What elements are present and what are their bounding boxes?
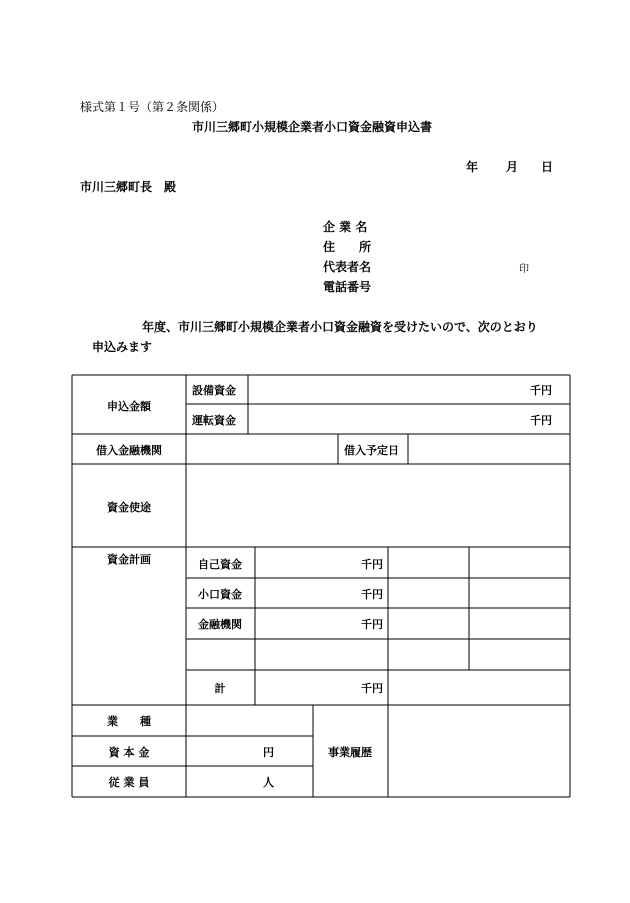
date-day-label: 日 bbox=[541, 160, 554, 174]
equipment-funds-unit: 千円 bbox=[530, 384, 552, 397]
own-funds-label: 自己資金 bbox=[198, 558, 242, 571]
capital-label: 資 本 金 bbox=[108, 746, 150, 759]
application-statement-line2: 申込みます bbox=[92, 340, 153, 354]
application-amount-label: 申込金額 bbox=[107, 400, 151, 413]
form-title: 市川三郷町小規模企業者小口資金融資申込書 bbox=[192, 120, 433, 134]
business-type-label: 業 種 bbox=[107, 715, 151, 728]
small-loan-unit: 千円 bbox=[361, 588, 383, 601]
lending-institution-label: 借入金融機関 bbox=[96, 444, 162, 457]
small-loan-label: 小口資金 bbox=[198, 588, 242, 601]
application-statement-line1: 年度、市川三郷町小規模企業者小口資金融資を受けたいので、次のとおり bbox=[142, 320, 538, 334]
operating-funds-unit: 千円 bbox=[530, 414, 552, 427]
own-funds-unit: 千円 bbox=[361, 558, 383, 571]
date-year-label: 年 bbox=[466, 160, 479, 174]
total-unit: 千円 bbox=[361, 682, 383, 695]
financial-institution-unit: 千円 bbox=[361, 618, 383, 631]
equipment-funds-label: 設備資金 bbox=[192, 384, 236, 397]
phone-label: 電話番号 bbox=[323, 280, 372, 294]
capital-unit: 円 bbox=[263, 746, 274, 759]
addressee: 市川三郷町長 殿 bbox=[80, 180, 177, 194]
operating-funds-label: 運転資金 bbox=[192, 414, 236, 427]
total-label: 計 bbox=[214, 682, 226, 695]
representative-label: 代表者名 bbox=[323, 260, 372, 274]
financial-institution-label: 金融機関 bbox=[198, 618, 242, 631]
business-history-label: 事業履歴 bbox=[328, 746, 372, 759]
address-label: 住 所 bbox=[323, 240, 372, 254]
planned-borrowing-date-label: 借入予定日 bbox=[344, 444, 399, 457]
date-month-label: 月 bbox=[506, 160, 519, 174]
form-number: 様式第１号（第２条関係） bbox=[80, 100, 225, 114]
employees-unit: 人 bbox=[263, 776, 274, 789]
fund-use-label: 資金使途 bbox=[107, 501, 151, 514]
fund-plan-label: 資金計画 bbox=[107, 553, 151, 566]
company-name-label: 企 業 名 bbox=[323, 220, 368, 234]
seal-mark: 印 bbox=[519, 264, 529, 275]
employees-label: 従 業 員 bbox=[108, 776, 150, 789]
